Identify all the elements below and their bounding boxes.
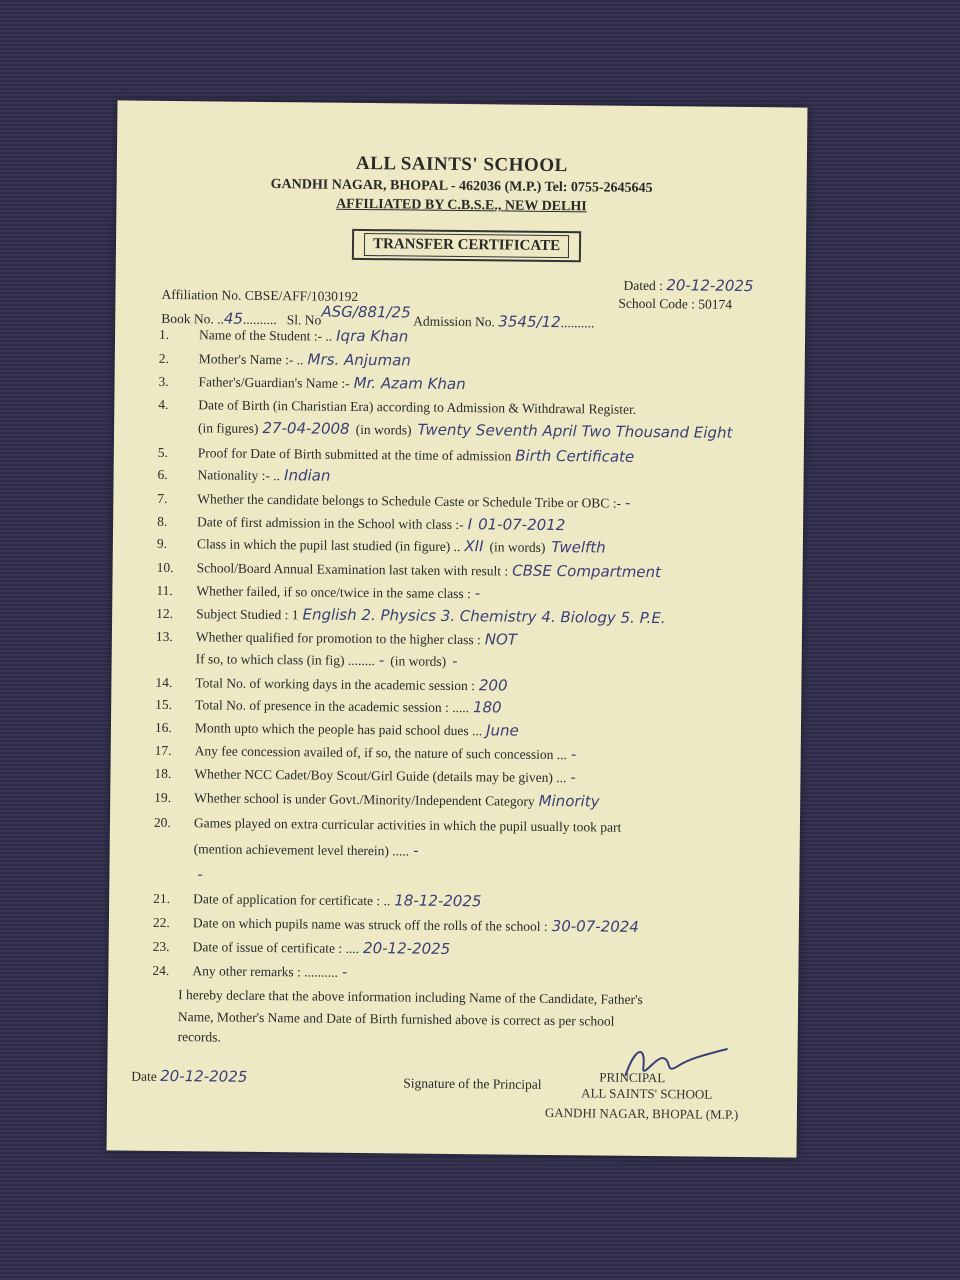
item-number: 6. — [157, 466, 168, 482]
item-value: Iqra Khan — [336, 326, 409, 346]
item-label: Proof for Date of Birth submitted at the time of admission — [197, 445, 512, 464]
item-label: Whether NCC Cadet/Boy Scout/Girl Guide (details may be given) ... — [194, 766, 567, 786]
item-value: 27-04-2008 — [262, 418, 350, 438]
item-value-secondary: Twenty Seventh April Two Thousand Eight — [417, 420, 733, 442]
item-number: 14. — [155, 674, 173, 691]
item-number: 17. — [154, 742, 172, 759]
item-label: Whether school is under Govt./Minority/Independent Category — [194, 790, 535, 809]
item-number: 9. — [156, 535, 168, 551]
item-label: Games played on extra curricular activities in which the pupil usually took part — [193, 815, 622, 835]
item-row — [157, 512, 565, 534]
item-label-secondary: (in words) — [355, 421, 412, 438]
dated-value: 20-12-2025 — [666, 276, 754, 296]
item-number: 4. — [158, 396, 169, 412]
item-label: Subject Studied : 1 — [196, 606, 299, 623]
item-value: Birth Certificate — [515, 446, 635, 466]
item-value: Mrs. Anjuman — [307, 350, 411, 370]
stamp-address: GANDHI NAGAR, BHOPAL (M.P.) — [544, 1104, 739, 1122]
item-row — [154, 813, 626, 836]
item-row — [155, 741, 577, 763]
sl-no-value: ASG/881/25 — [321, 302, 411, 322]
item-number: 18. — [154, 765, 172, 782]
item-row — [156, 649, 458, 670]
item-row — [158, 465, 331, 485]
item-row — [155, 718, 519, 740]
item-label: Nationality :- .. — [197, 467, 281, 484]
stamp-school: ALL SAINTS' SCHOOL — [581, 1085, 713, 1102]
item-row — [157, 558, 662, 581]
declaration-line-1: I hereby declare that the above information including Name of the Candidate, Father's — [178, 987, 643, 1007]
sl-no-label: Sl. No — [286, 312, 322, 328]
item-value: 20-12-2025 — [362, 939, 451, 958]
item-value: 180 — [472, 698, 502, 717]
item-number: 22. — [152, 914, 170, 931]
item-row — [158, 418, 732, 442]
item-number: 10. — [156, 559, 174, 576]
item-row — [158, 372, 465, 393]
item-label: Date of application for certificate : .. — [193, 891, 391, 909]
item-value: - — [413, 841, 419, 860]
transfer-certificate-document — [107, 100, 808, 1157]
item-number: 1. — [158, 326, 170, 342]
item-label-secondary: (in words) — [390, 653, 447, 669]
item-label: Date of first admission in the School with class :- — [197, 514, 464, 533]
item-label: Mother's Name :- .. — [198, 351, 304, 368]
item-value-secondary: - — [452, 651, 458, 671]
item-value: I — [467, 515, 473, 534]
item-number: 23. — [152, 938, 170, 955]
item-value: - — [197, 865, 203, 884]
item-number: 16. — [154, 719, 172, 736]
item-row — [159, 325, 408, 346]
item-value: - — [474, 584, 481, 603]
school-name: ALL SAINTS' SCHOOL — [355, 152, 568, 177]
item-row — [154, 764, 576, 786]
item-label: Month upto which the people has paid school dues ... — [194, 720, 483, 739]
item-label: School/Board Annual Examination last taken with result : — [196, 560, 509, 579]
item-row — [153, 937, 451, 958]
affiliation-line — [116, 194, 806, 217]
dated-row — [624, 276, 754, 295]
item-row — [156, 581, 480, 602]
book-no-value: 45 — [223, 309, 244, 328]
certificate-title: TRANSFER CERTIFICATE — [364, 233, 569, 258]
item-value: 200 — [478, 676, 508, 695]
item-value: English 2. Physics 3. Chemistry 4. Biology 5. P.E. — [302, 605, 666, 628]
item-value-secondary: 01-07-2012 — [478, 515, 566, 535]
item-number: 15. — [155, 696, 173, 713]
item-value: 30-07-2024 — [551, 917, 639, 936]
item-label: Date of issue of certificate : .... — [192, 939, 360, 956]
item-number: 5. — [157, 444, 169, 460]
certificate-title-box — [352, 229, 581, 262]
item-row — [156, 627, 517, 649]
item-label: Whether the candidate belongs to Schedule Caste or Schedule Tribe or OBC :- — [197, 491, 622, 511]
item-value-secondary: Twelfth — [551, 537, 606, 557]
item-label: (in figures) — [198, 420, 259, 436]
item-label: Whether qualified for promotion to the higher class : — [195, 629, 481, 648]
item-row — [152, 961, 347, 981]
item-row — [157, 489, 630, 512]
item-label: If so, to which class (in fig) ........ — [195, 651, 375, 669]
item-label: Name of the Student :- .. — [198, 327, 333, 344]
item-label: Class in which the pupil last studied (in figure) .. — [196, 536, 461, 555]
item-row — [153, 865, 203, 884]
footer-date-row — [131, 1067, 247, 1086]
admission-no-label: Admission No. — [413, 313, 496, 330]
item-number: 24. — [152, 962, 170, 979]
item-label: (mention achievement level therein) ..... — [193, 841, 410, 859]
item-number: 8. — [157, 513, 168, 529]
item-number: 20. — [153, 814, 171, 831]
item-number: 11. — [156, 582, 173, 599]
item-label: Any other remarks : .......... — [192, 963, 338, 980]
item-label: Any fee concession availed of, if so, the nature of such concession ... — [194, 743, 568, 763]
item-number: 19. — [154, 789, 172, 806]
item-label: Total No. of presence in the academic session : ..... — [195, 697, 470, 716]
book-no-label: Book No. .. — [161, 310, 224, 327]
item-row — [154, 788, 599, 811]
signature-label: Signature of the Principal — [403, 1075, 542, 1092]
item-value: XII — [464, 537, 484, 556]
item-row — [159, 349, 411, 370]
item-number: 7. — [157, 490, 168, 506]
item-value: - — [341, 962, 348, 981]
item-label: Date of Birth (in Charistian Era) according to Admission & Withdrawal Register. — [198, 397, 637, 417]
item-value: NOT — [484, 630, 518, 649]
item-number: 21. — [153, 890, 171, 907]
item-value: - — [570, 745, 577, 764]
footer-date-label: Date — [131, 1068, 157, 1084]
school-code: School Code : 50174 — [618, 295, 733, 312]
stamp-principal: PRINCIPAL — [599, 1069, 666, 1086]
book-sl-admission-row: Book No. ..45.......... Sl. NoASG/881/25 Admission No. 3545/12.......... — [161, 302, 595, 332]
item-label: Father's/Guardian's Name :- — [198, 374, 350, 391]
item-value: Mr. Azam Khan — [353, 373, 466, 394]
item-value: CBSE Compartment — [512, 561, 662, 582]
item-row — [153, 913, 639, 936]
item-label: Total No. of working days in the academic session : — [195, 675, 475, 694]
item-row — [153, 889, 482, 910]
item-row — [157, 534, 606, 557]
item-label-secondary: (in words) — [489, 539, 546, 555]
item-row — [158, 395, 640, 418]
declaration-line-2: Name, Mother's Name and Date of Birth furnished above is correct as per school — [177, 1009, 615, 1029]
item-value: Minority — [538, 791, 600, 811]
item-number: 2. — [158, 350, 170, 366]
dated-label: Dated : — [623, 277, 664, 294]
item-value: - — [378, 651, 385, 670]
affiliation-number: Affiliation No. CBSE/AFF/1030192 — [161, 286, 359, 304]
declaration-line-3: records. — [177, 1029, 221, 1045]
item-value: - — [624, 493, 631, 512]
affiliation-text: AFFILIATED BY C.B.S.E., NEW DELHI — [336, 196, 587, 215]
item-row — [156, 604, 666, 627]
admission-no-value: 3545/12 — [498, 312, 561, 332]
item-value: Indian — [283, 466, 331, 485]
item-label: Date on which pupils name was struck off the rolls of the school : — [192, 915, 548, 934]
item-number: 13. — [155, 628, 173, 645]
item-number: 12. — [156, 605, 174, 622]
item-row — [154, 839, 419, 860]
item-label: Whether failed, if so once/twice in the same class : — [196, 583, 471, 602]
item-row — [155, 673, 507, 695]
item-value: 18-12-2025 — [394, 891, 482, 911]
school-address: GANDHI NAGAR, BHOPAL - 462036 (M.P.) Tel: 0755-2645645 — [270, 177, 653, 197]
item-value: - — [570, 768, 576, 787]
item-row — [158, 443, 635, 466]
item-number: 3. — [158, 373, 169, 389]
footer-date-value: 20-12-2025 — [160, 1066, 248, 1086]
item-value: June — [486, 721, 519, 740]
item-row — [155, 695, 502, 717]
